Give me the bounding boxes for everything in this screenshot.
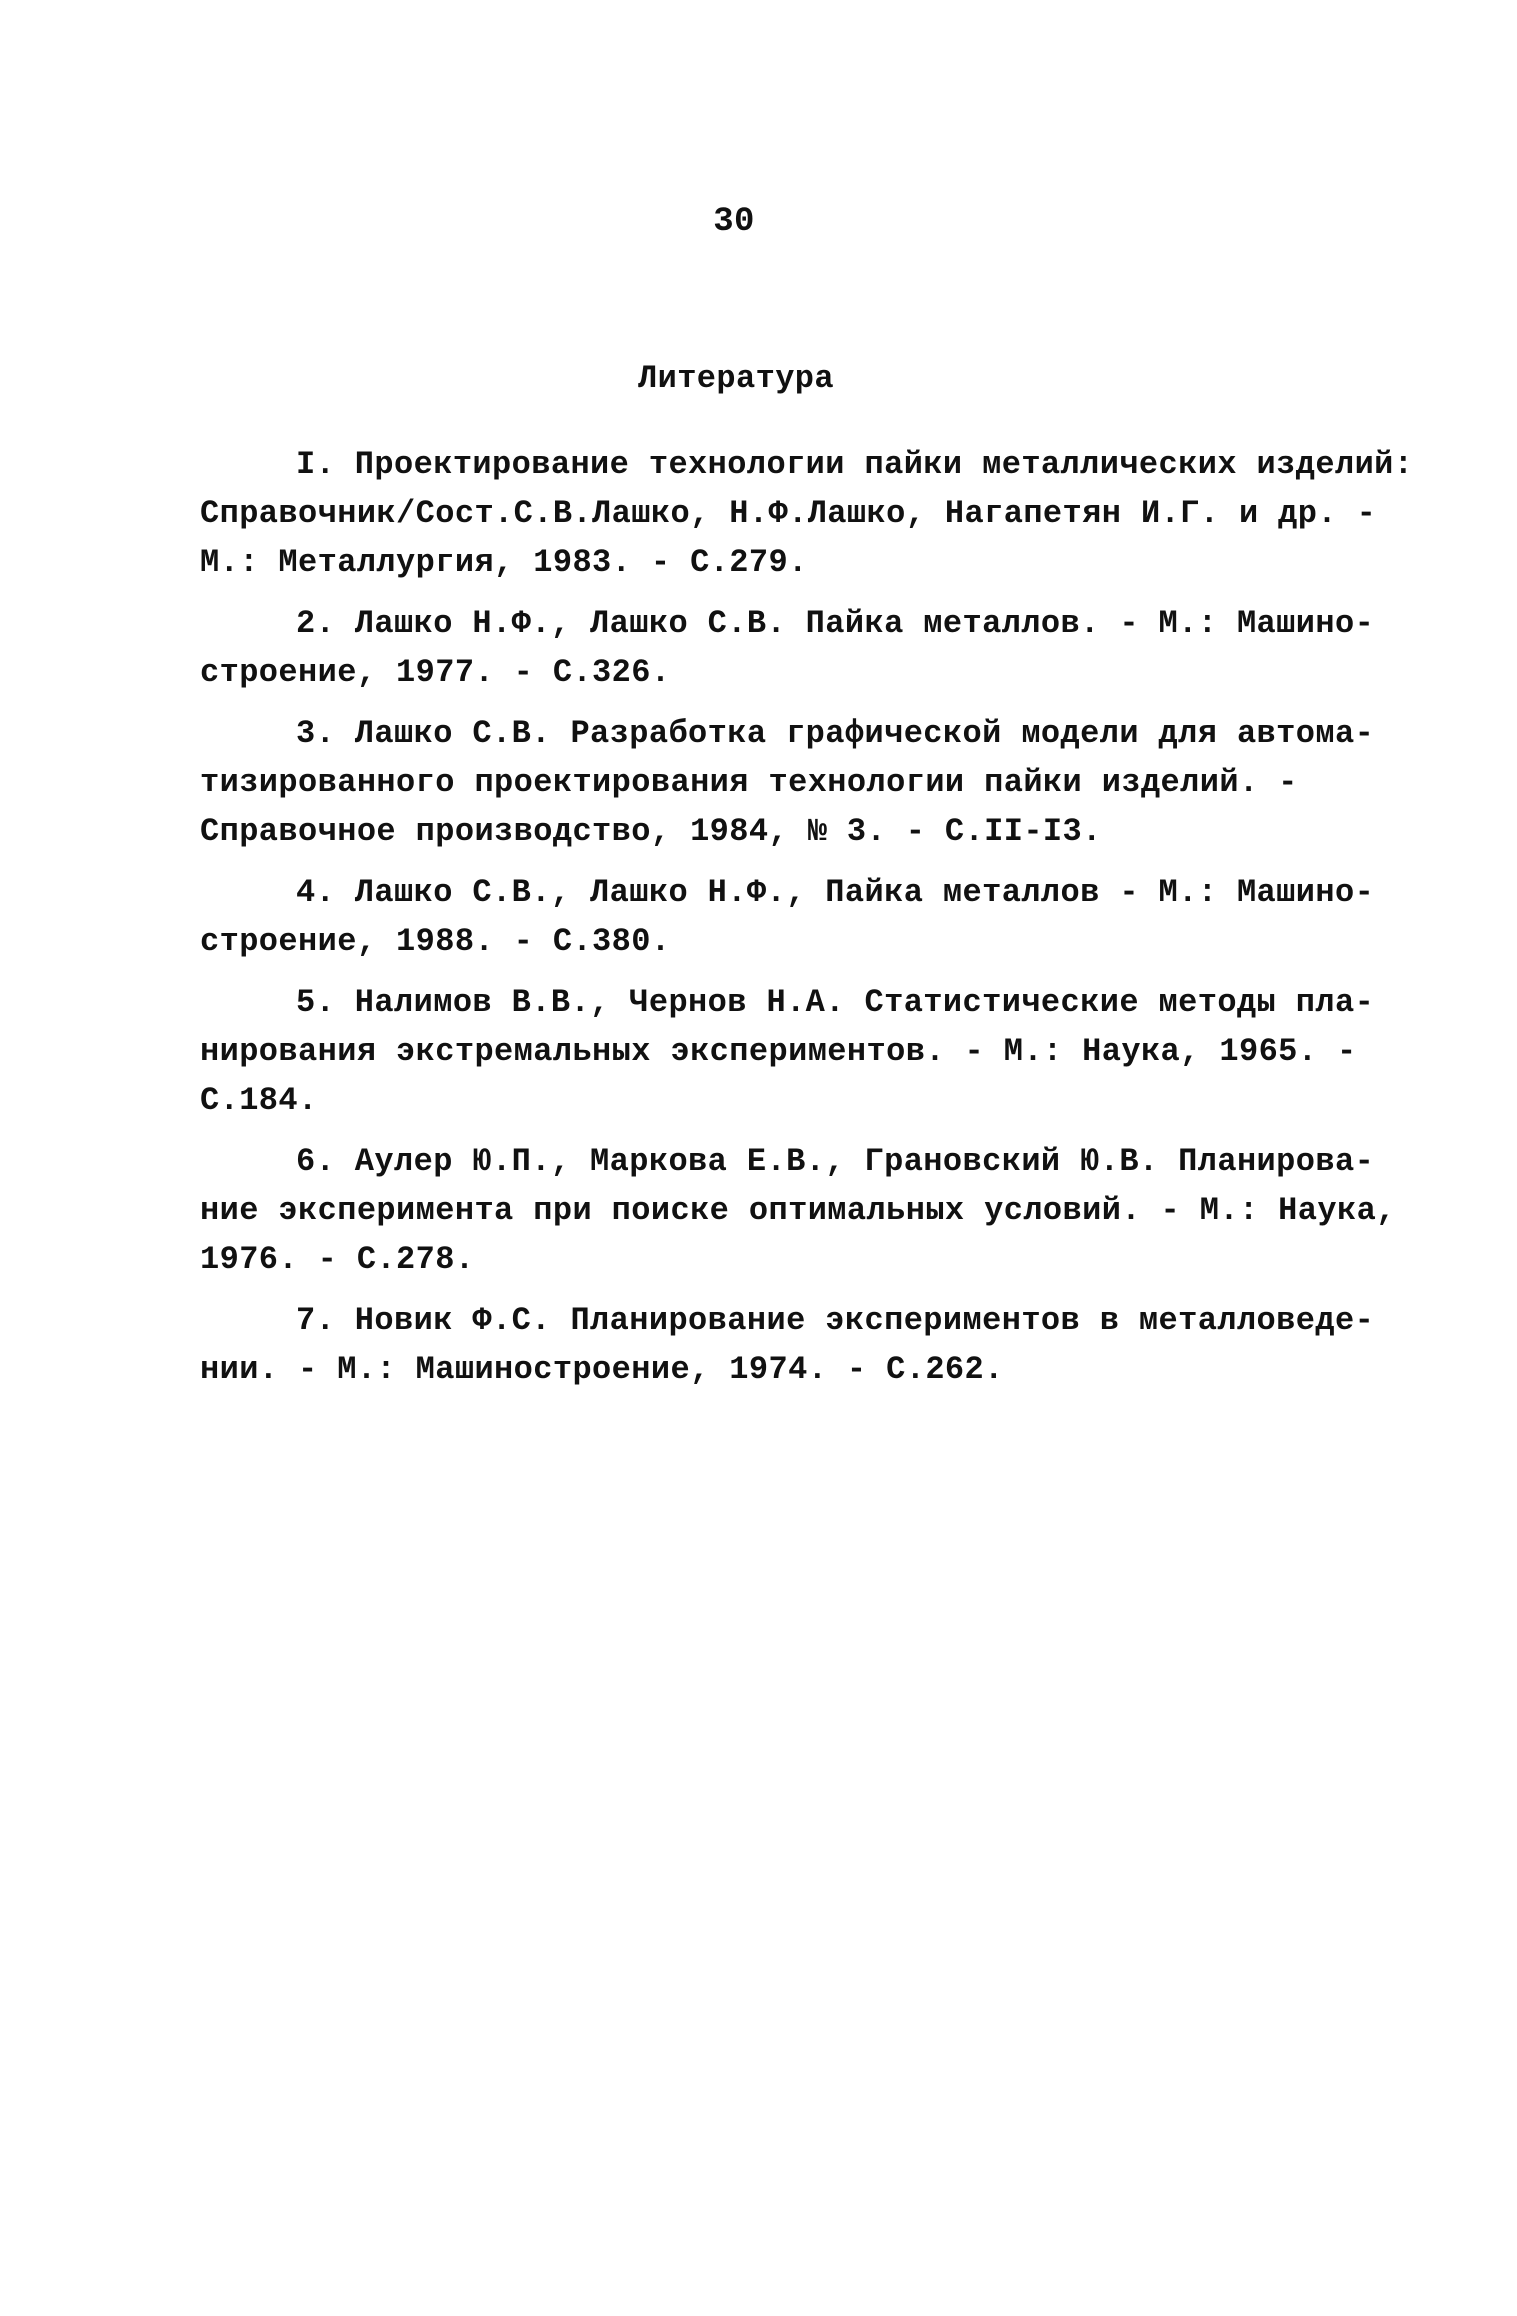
reference-line: тизированного проектирования технологии пайки изделий. - — [200, 764, 1298, 801]
reference-line: ние эксперимента при поиске оптимальных условий. - М.: Наука, — [200, 1192, 1396, 1229]
reference-item — [200, 709, 1400, 856]
reference-line: I. Проектирование технологии пайки металлических изделий: — [296, 446, 1414, 483]
section-heading: Литература — [637, 360, 835, 397]
reference-item — [200, 599, 1400, 697]
reference-list — [200, 440, 1414, 1406]
reference-line: 5. Налимов В.В., Чернов Н.А. Статистические методы пла- — [296, 984, 1375, 1021]
reference-line: Справочник/Сост.С.В.Лашко, Н.Ф.Лашко, Нагапетян И.Г. и др. - — [200, 495, 1377, 532]
reference-item — [200, 978, 1400, 1125]
reference-line: 4. Лашко С.В., Лашко Н.Ф., Пайка металлов - М.: Машино- — [296, 874, 1375, 911]
reference-line: 3. Лашко С.В. Разработка графической модели для автома- — [296, 715, 1375, 752]
reference-item — [200, 440, 1414, 587]
reference-line: 2. Лашко Н.Ф., Лашко С.В. Пайка металлов. - М.: Машино- — [296, 605, 1375, 642]
reference-item — [200, 1137, 1400, 1284]
reference-line: М.: Металлургия, 1983. - С.279. — [200, 544, 808, 581]
reference-item — [200, 1296, 1400, 1394]
reference-line: Справочное производство, 1984, № 3. - С.II-I3. — [200, 813, 1102, 850]
reference-line: 7. Новик Ф.С. Планирование экспериментов в металловеде- — [296, 1302, 1375, 1339]
page-number: 30 — [713, 203, 755, 241]
reference-line: 6. Аулер Ю.П., Маркова Е.В., Грановский Ю.В. Планирова- — [296, 1143, 1375, 1180]
reference-item — [200, 868, 1400, 966]
reference-line: строение, 1977. - С.326. — [200, 654, 671, 691]
reference-line: 1976. - С.278. — [200, 1241, 475, 1278]
reference-line: нирования экстремальных экспериментов. - М.: Наука, 1965. - — [200, 1033, 1357, 1070]
reference-line: С.184. — [200, 1082, 318, 1119]
reference-line: строение, 1988. - С.380. — [200, 923, 671, 960]
reference-line: нии. - М.: Машиностроение, 1974. - С.262. — [200, 1351, 1004, 1388]
